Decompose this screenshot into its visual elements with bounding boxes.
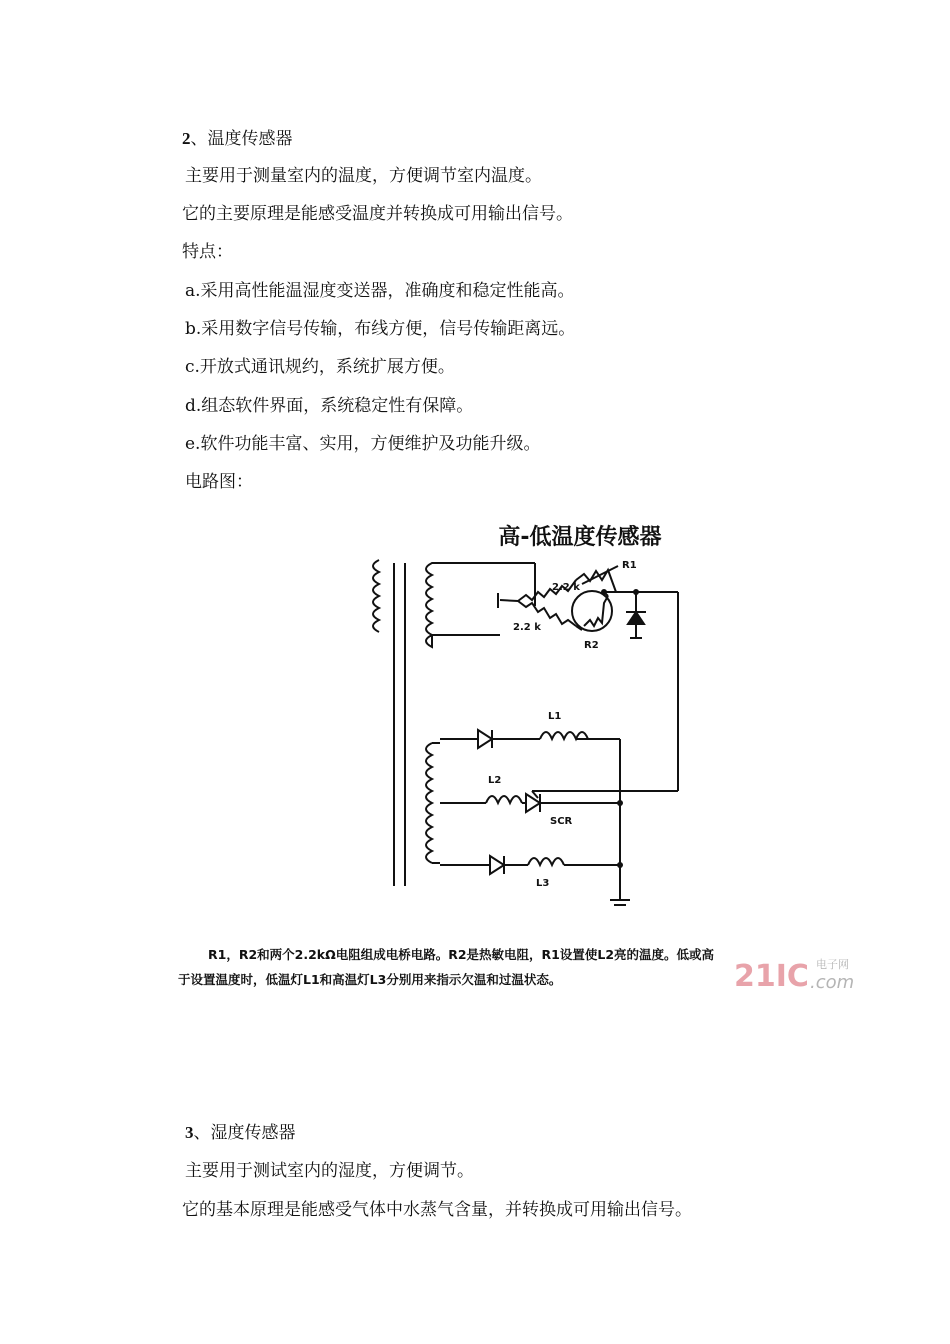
section-3-heading xyxy=(185,1122,296,1144)
circuit-label: 电路图： xyxy=(185,472,253,492)
thermistor-r2 xyxy=(572,591,612,631)
lamp-l3 xyxy=(528,858,564,865)
secondary-coil-upper xyxy=(426,563,440,647)
section-2-heading xyxy=(182,128,293,150)
label-r1: R1 xyxy=(622,560,637,571)
feature-item-c: c.开放式通讯规约，系统扩展方便。 xyxy=(185,357,455,377)
section-3-title: 湿度传感器 xyxy=(210,1123,296,1143)
figure-caption-line-1: R1，R2和两个2.2kΩ电阻组成电桥电路。R2是热敏电阻，R1设置使L2亮的温度。低或高 xyxy=(208,947,715,962)
watermark-21ic: 21IC xyxy=(734,959,809,994)
paragraph-line: 特点： xyxy=(182,242,233,262)
paragraph-line: 它的主要原理是能感受温度并转换成可用输出信号。 xyxy=(182,204,573,224)
junction-dot xyxy=(617,800,623,806)
figure-caption-line-2: 于设置温度时，低温灯L1和高温灯L3分别用来指示欠温和过温状态。 xyxy=(178,972,562,987)
feature-item-b: b.采用数字信号传输，布线方便，信号传输距离远。 xyxy=(185,319,576,339)
watermark-com: .com xyxy=(810,972,855,993)
paragraph-line: 它的基本原理是能感受气体中水蒸气含量，并转换成可用输出信号。 xyxy=(182,1200,692,1220)
label-l1: L1 xyxy=(548,711,562,722)
junction-dot xyxy=(601,589,607,595)
junction-dot xyxy=(617,862,623,868)
watermark-site: 电子网 xyxy=(816,958,849,971)
resistor-r1 xyxy=(576,570,616,592)
section-3-number: 3 xyxy=(185,1123,194,1142)
paragraph-line: 主要用于测量室内的温度，方便调节室内温度。 xyxy=(185,166,542,186)
label-scr: SCR xyxy=(550,816,573,827)
section-3-separator: 、 xyxy=(193,1123,211,1143)
secondary-coil-lower xyxy=(426,743,432,863)
label-l3: L3 xyxy=(536,878,550,889)
label-res-top: 2.2 k xyxy=(552,582,580,593)
label-res-bottom: 2.2 k xyxy=(513,622,541,633)
diode-d3 xyxy=(490,856,504,874)
section-2-title: 温度传感器 xyxy=(207,129,293,149)
feature-item-d: d.组态软件界面，系统稳定性有保障。 xyxy=(185,396,474,416)
wire xyxy=(500,600,518,601)
section-2-separator: 、 xyxy=(190,129,208,149)
scr-gate xyxy=(532,791,538,798)
section-2-number: 2 xyxy=(182,129,191,148)
lamp-l1 xyxy=(540,732,588,739)
watermark-logo xyxy=(734,957,854,994)
feature-item-e: e.软件功能丰富、实用，方便维护及功能升级。 xyxy=(185,434,541,454)
diagram-title: 高-低温度传感器 xyxy=(498,525,662,550)
label-r2: R2 xyxy=(584,640,599,651)
label-l2: L2 xyxy=(488,775,502,786)
circuit-diagram xyxy=(170,508,890,1008)
feature-item-a: a.采用高性能温湿度变送器，准确度和稳定性能高。 xyxy=(185,281,575,301)
lamp-l2 xyxy=(486,796,522,803)
thermistor-symbol xyxy=(584,596,608,626)
primary-coil xyxy=(373,560,379,632)
diode-d1 xyxy=(478,730,492,748)
zener-diode xyxy=(628,612,644,624)
junction-dot xyxy=(633,589,639,595)
paragraph-line: 主要用于测试室内的湿度，方便调节。 xyxy=(185,1161,474,1181)
